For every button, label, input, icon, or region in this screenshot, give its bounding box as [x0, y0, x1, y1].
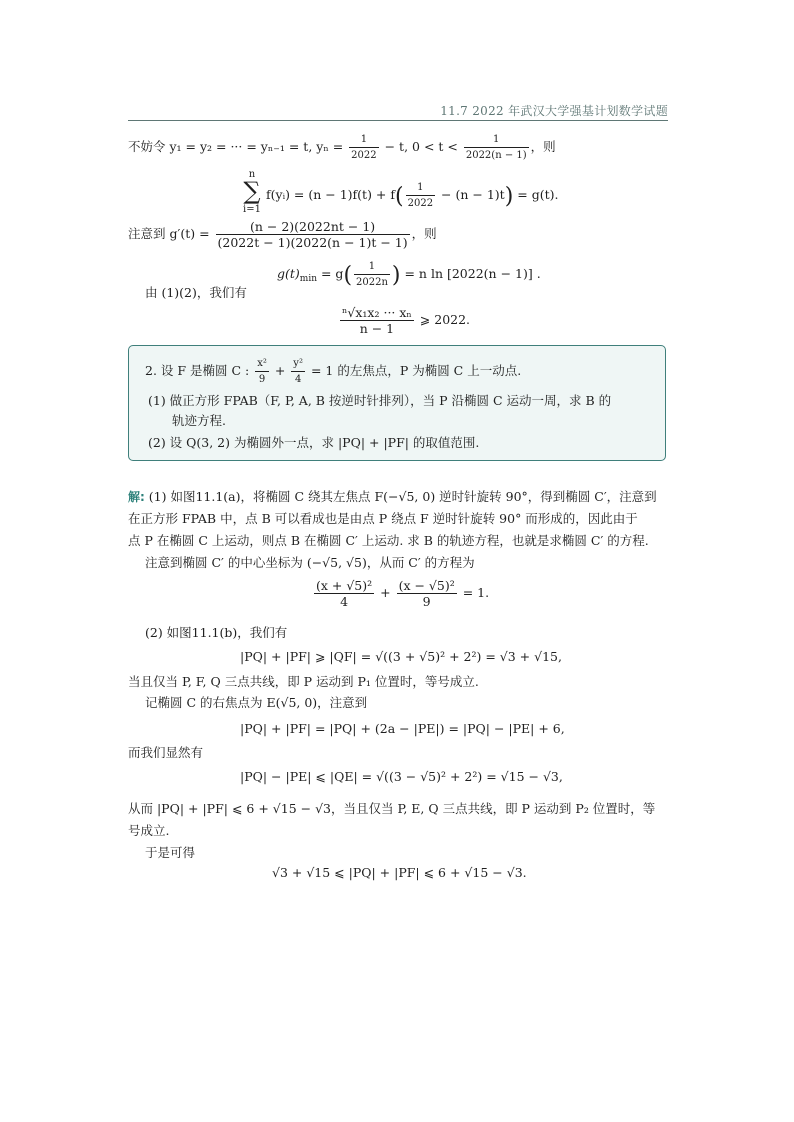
derivative-fraction [216, 219, 410, 250]
frac-num: (x + √5)² [316, 578, 373, 593]
equation-end: = 1. [458, 585, 490, 600]
sum-upper: n [248, 169, 256, 180]
from-1-2-line: 由 (1)(2)，我们有 [145, 285, 247, 300]
fraction-bound [464, 132, 529, 163]
plus-sign: + [376, 585, 395, 600]
solution-line-8: 而我们显然有 [128, 745, 204, 760]
frac-den: 4 [340, 594, 349, 609]
fraction-x2-over-9 [255, 356, 269, 387]
fraction-1-over-2022n [354, 259, 390, 290]
problem-title [145, 356, 521, 387]
inequality-end: ⩾ 2022. [415, 312, 471, 327]
sigma: ∑ [243, 177, 261, 205]
frac-den: 4 [294, 374, 302, 385]
gmin-equation: $g(t)_{min} = g$( $\frac{1}{2022n}$ ) = n ln [2022(n − 1)] . [277, 261, 541, 288]
solution-line-10: 号成立. [128, 823, 170, 838]
gmin-sub: min [299, 274, 317, 284]
problem-title-b: = 1 的左焦点，P 为椭圆 C 上一动点. [306, 363, 522, 378]
gmin-eq: = g [317, 266, 344, 281]
sum-lower: i=1 [243, 204, 261, 215]
sum-equation: f(yᵢ) = (n − 1)f(t) + f( $\frac{1}{2022}$ − (n − 1)t) = g(t). [266, 182, 559, 209]
summation-symbol [240, 167, 264, 215]
frac-den: 2022(n − 1) [465, 150, 527, 161]
fraction-term-2 [397, 578, 457, 609]
plus-sign: + [270, 363, 290, 378]
solution-line-4: 注意到椭圆 C′ 的中心坐标为 (−√5, √5)，从而 C′ 的方程为 [145, 555, 475, 570]
solution-line-11: 于是可得 [145, 845, 196, 860]
sum-eq-mid: − (n − 1)t [437, 187, 505, 202]
frac-num: (n − 2)(2022nt − 1) [216, 219, 410, 235]
solution-line-2: 在正方形 FPAB 中，点 B 可以看成也是由点 P 绕点 F 逆时针旋转 90° 而形成的，因此由于 [128, 511, 638, 526]
ellipse-equation [312, 578, 489, 609]
problem-title-a: 2. 设 F 是椭圆 C : [145, 363, 254, 378]
frac-den: n − 1 [359, 321, 395, 336]
fraction-y2-over-4 [291, 356, 305, 387]
derivative-prefix: 注意到 g′(t) = [128, 226, 214, 241]
frac-den: 9 [422, 594, 431, 609]
solution-label: 解: [128, 490, 145, 504]
solution-part-2-intro: (2) 如图11.1(b)，我们有 [145, 625, 288, 640]
frac-den: 9 [258, 374, 266, 385]
fraction-term-1 [314, 578, 374, 609]
frac-den: (2022t − 1)(2022(n − 1)t − 1) [217, 235, 408, 250]
gmin-end: = n ln [2022(n − 1)] . [400, 266, 541, 281]
sum-eq-end: = g(t). [513, 187, 559, 202]
equation-pq-pf: |PQ| + |PF| = |PQ| + (2a − |PE|) = |PQ| − |PE| + 6, [240, 721, 565, 736]
sum-eq-left: f(yᵢ) = (n − 1)f(t) + f [266, 187, 396, 202]
inequality-qf: |PQ| + |PF| ⩾ |QF| = √((3 + √5)² + 2²) = √3 + √15, [240, 649, 562, 664]
solution-line-6: 当且仅当 P, F, Q 三点共线，即 P 运动到 P₁ 位置时，等号成立. [128, 674, 479, 689]
solution-line-3: 点 P 在椭圆 C 上运动，则点 B 在椭圆 C′ 上运动. 求 B 的轨迹方程，也就是求椭圆 C′ 的方程. [128, 533, 649, 548]
frac-num: 1 [406, 180, 435, 196]
running-header: 11.7 2022 年武汉大学强基计划数学试题 [440, 104, 668, 118]
inequality-qe: |PQ| − |PE| ⩽ |QE| = √((3 − √5)² + 2²) = √15 − √3, [240, 769, 563, 784]
frac-num: (x − √5)² [398, 578, 455, 593]
frac-den: 2022n [356, 277, 388, 288]
derivative-line [128, 219, 437, 250]
frac-num: y² [291, 356, 305, 372]
geometric-mean-inequality [338, 305, 470, 336]
intro-mid: − t, 0 < t < [380, 139, 462, 154]
solution-line-9: 从而 |PQ| + |PF| ⩽ 6 + √15 − √3，当且仅当 P, E, Q 三点共线，即 P 运动到 P₂ 位置时，等 [128, 801, 656, 816]
intro-line [128, 132, 556, 163]
frac-num: 1 [354, 259, 390, 275]
problem-part-1: (1) 做正方形 FPAB（F, P, A, B 按逆时针排列），当 P 沿椭圆 C 运动一周，求 B 的 [148, 393, 612, 408]
frac-num: 1 [464, 132, 529, 148]
gmin-g: g(t) [277, 266, 300, 281]
problem-part-2: (2) 设 Q(3, 2) 为椭圆外一点，求 |PQ| + |PF| 的取值范围. [148, 435, 480, 450]
frac-num: ⁿ√x₁x₂ ··· xₙ [342, 305, 412, 320]
intro-text: 不妨令 y₁ = y₂ = ··· = yₙ₋₁ = t, yₙ = [128, 139, 348, 154]
frac-den: 2022 [351, 150, 377, 161]
fraction-1-over-2022 [406, 180, 435, 211]
frac-den: 2022 [407, 198, 434, 209]
problem-part-1-cont: 轨迹方程. [172, 413, 226, 428]
solution-text-1: (1) 如图11.1(a)，将椭圆 C 绕其左焦点 F(−√5, 0) 逆时针旋转 90°，得到椭圆 C′，注意到 [144, 489, 657, 504]
intro-end: ，则 [530, 139, 556, 154]
solution-line-7: 记椭圆 C 的右焦点为 E(√5, 0)，注意到 [145, 695, 368, 710]
final-range: √3 + √15 ⩽ |PQ| + |PF| ⩽ 6 + √15 − √3. [272, 865, 527, 880]
solution-line-1 [128, 488, 657, 506]
frac-num: x² [255, 356, 269, 372]
root-fraction [340, 305, 414, 336]
derivative-end: ，则 [411, 226, 437, 241]
fraction-1-over-2022 [349, 132, 378, 163]
header-rule [128, 120, 668, 121]
frac-num: 1 [349, 132, 378, 148]
